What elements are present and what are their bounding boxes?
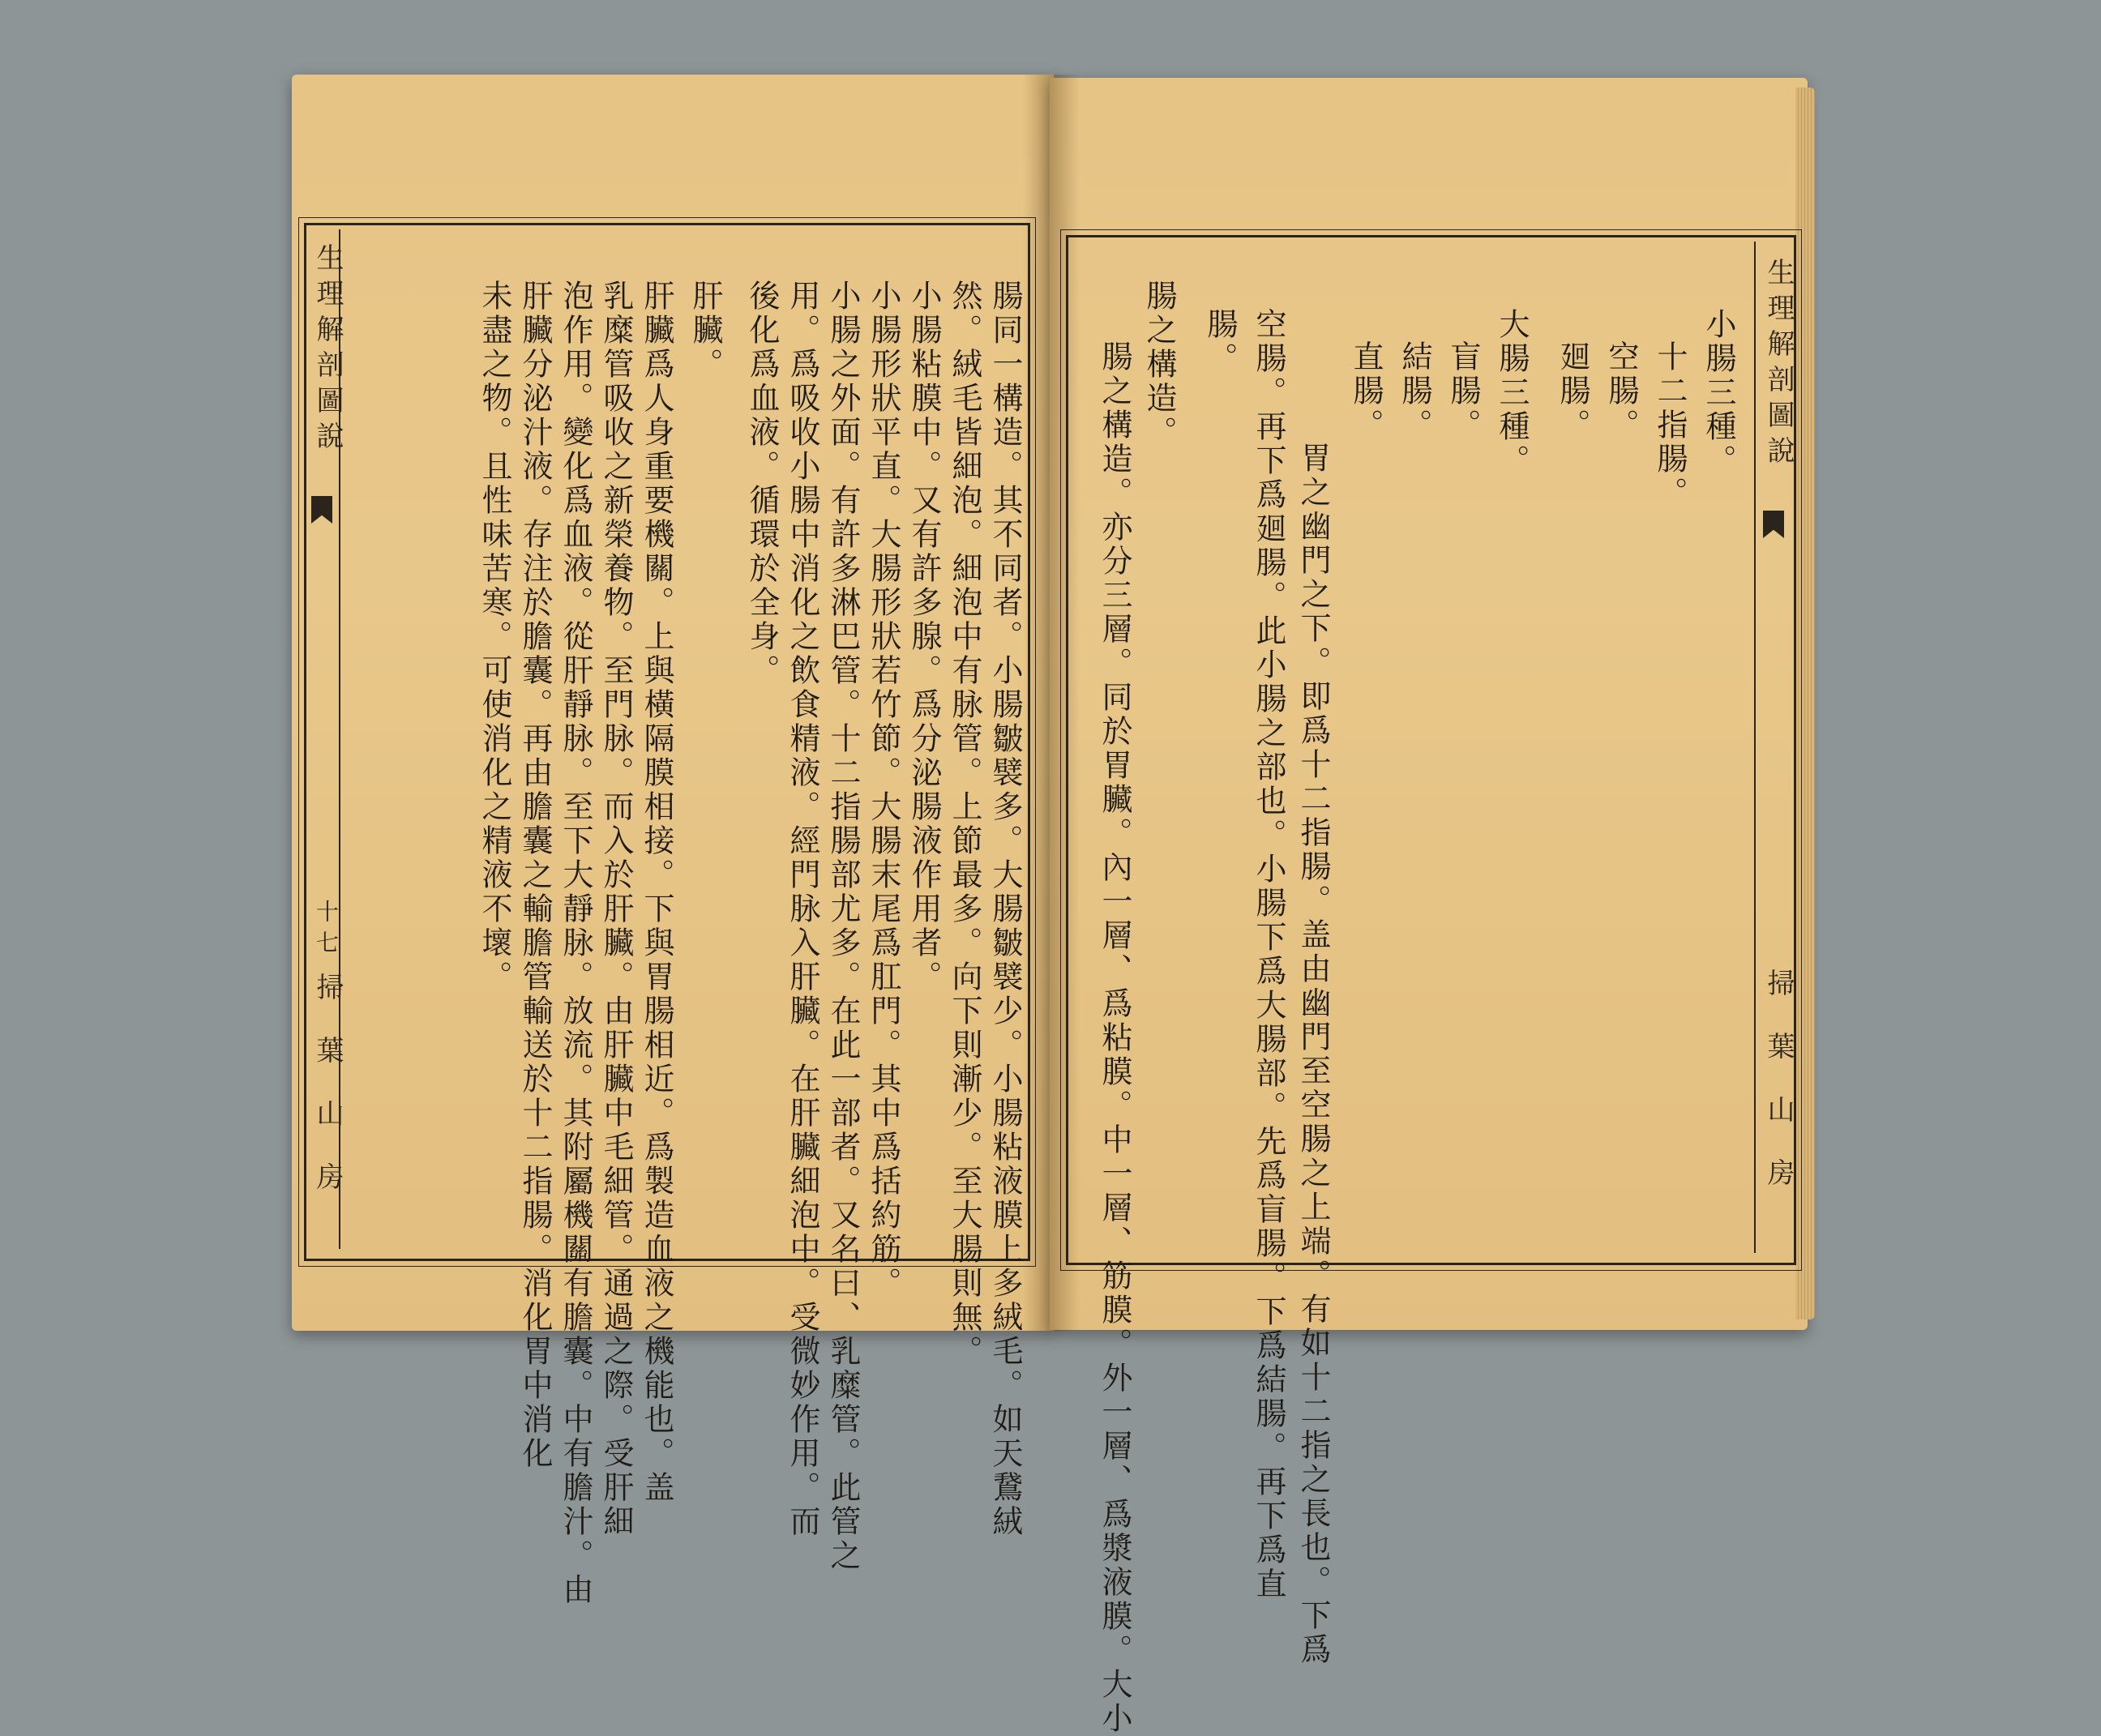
left-publisher: 掃葉山房 — [311, 973, 344, 1225]
right-heading-structure: 腸之構造。 — [1141, 280, 1177, 450]
right-publisher: 掃葉山房 — [1762, 968, 1795, 1221]
left-col-12: 未盡之物。且性味苦寒。可使消化之精液不壞。 — [477, 280, 512, 994]
left-heading-liver: 肝臟。 — [687, 280, 723, 382]
left-col-6: 用。爲吸收小腸中消化之飲食精液。經門脉入肝臟。在肝臟細泡中。受微妙作用。而 — [785, 280, 820, 1539]
left-col-5: 小腸之外面。有許多淋巴管。十二指腸部尤多。在此一部者。又名曰、乳糜管。此管之 — [825, 280, 861, 1573]
right-col-6: 盲腸。 — [1445, 340, 1481, 443]
left-page-number: 十七 — [313, 900, 340, 961]
right-col-3: 空腸。 — [1603, 340, 1639, 443]
right-col-1: 小腸三種。 — [1701, 308, 1736, 478]
left-col-3: 小腸粘膜中。又有許多腺。爲分泌腸液作用者。 — [906, 280, 942, 994]
right-col-2: 十二指腸。 — [1652, 340, 1688, 511]
left-col-7: 後化爲血液。循環於全身。 — [744, 280, 780, 688]
right-col-10: 空腸。再下爲廻腸。此小腸之部也。小腸下爲大腸部。先爲盲腸。下爲結腸。再下爲直 — [1251, 308, 1286, 1601]
right-col-9: 胃之幽門之下。即爲十二指腸。盖由幽門至空腸之上端。有如十二指之長也。下爲 — [1295, 442, 1331, 1667]
right-col-5: 大腸三種。 — [1494, 308, 1530, 478]
right-margin-title: 生理解剖圖說 — [1762, 258, 1795, 472]
left-col-9: 乳糜管吸收之新榮養物。至門脉。而入於肝臟。由肝臟中毛細管。通過之際。受肝細 — [598, 280, 634, 1539]
left-margin-title: 生理解剖圖說 — [311, 243, 344, 457]
left-col-8: 肝臟爲人身重要機關。上與橫隔膜相接。下與胃腸相近。爲製造血液之機能也。盖 — [639, 280, 674, 1505]
left-col-4: 小腸形狀平直。大腸形狀若竹節。大腸末尾爲肛門。其中爲括約筋。 — [866, 280, 901, 1301]
left-col-10: 泡作用。變化爲血液。從肝靜脉。至下大靜脉。放流。其附屬機關有膽囊。中有膽汁。由 — [558, 280, 593, 1607]
left-col-2: 然。絨毛皆細泡。細泡中有脉管。上節最多。向下則漸少。至大腸則無。 — [947, 280, 982, 1369]
right-margin-divider — [1754, 242, 1756, 1253]
right-col-12: 腸之構造。亦分三層。同於胃臟。內一層、爲粘膜。中一層、筋膜。外一層、爲漿液膜。大小 — [1097, 340, 1132, 1736]
left-col-11: 肝臟分泌汁液。存注於膽囊。再由膽囊之輸膽管輸送於十二指腸。消化胃中消化 — [517, 280, 553, 1471]
right-col-4: 廻腸。 — [1555, 340, 1590, 443]
left-col-1: 腸同一構造。其不同者。小腸皺襞多。大腸皺襞少。小腸粘液膜上多絨毛。如天鵞絨 — [987, 280, 1023, 1539]
right-col-7: 結腸。 — [1397, 340, 1432, 443]
right-col-8: 直腸。 — [1348, 340, 1384, 443]
right-col-11: 腸。 — [1202, 308, 1238, 376]
